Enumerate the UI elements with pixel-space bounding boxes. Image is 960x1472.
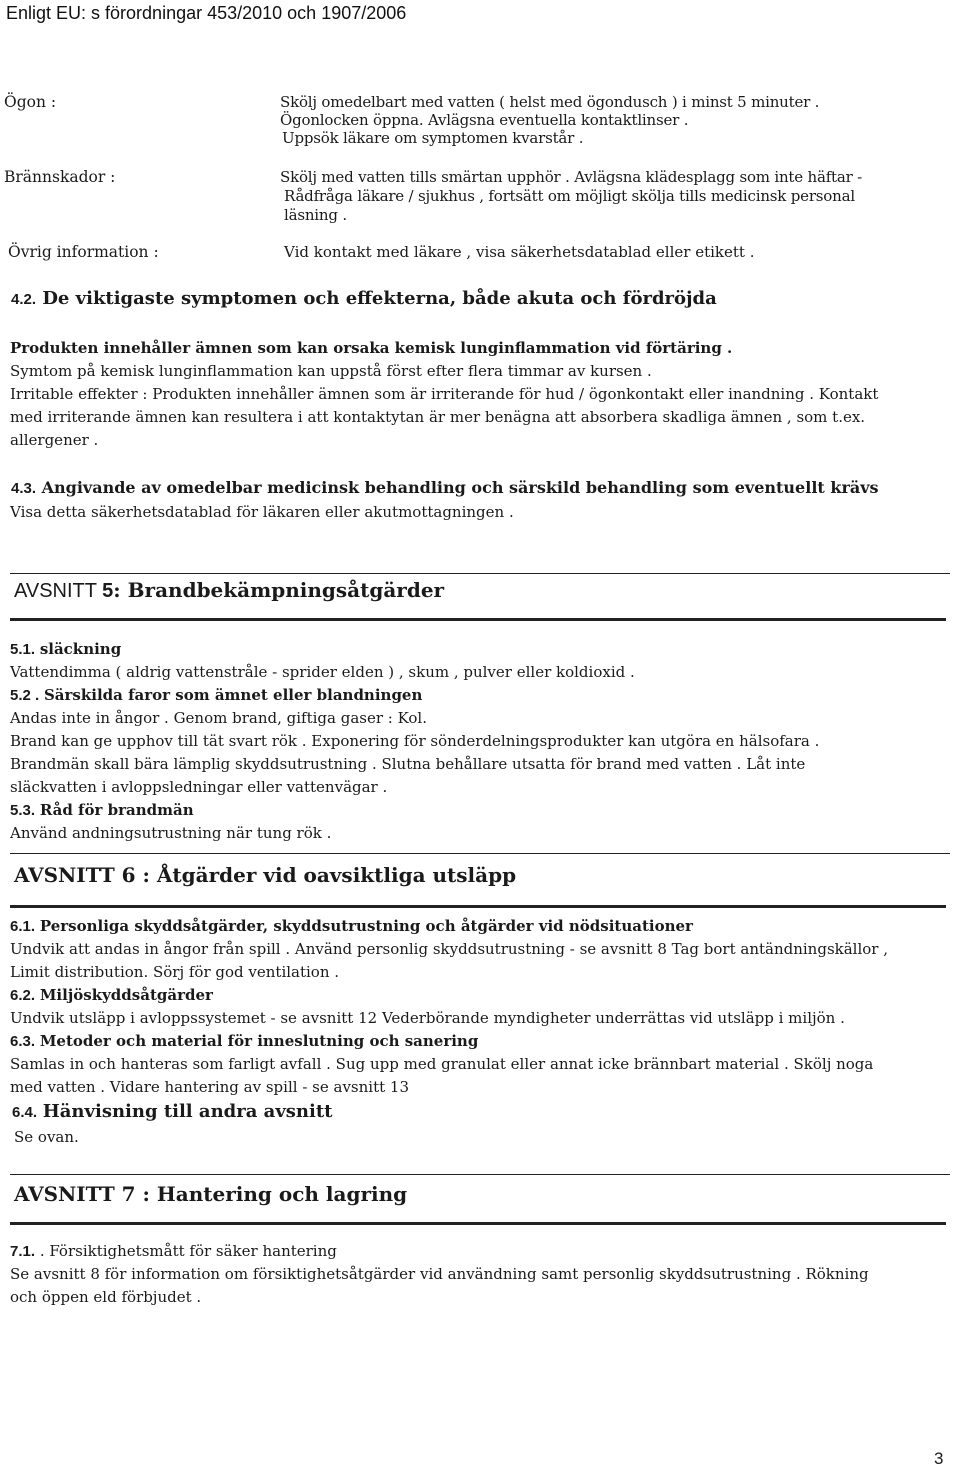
body-line: Brand kan ge upphov till tät svart rök . Exponering för sönderdelningsprodukter kan utgöra en hälsofara . bbox=[10, 732, 820, 750]
body-line: Undvik utsläpp i avloppssystemet - se avsnitt 12 Vederbörande myndigheter underrättas vid utsläpp i miljön . bbox=[10, 1009, 845, 1027]
section-4-3-body: Visa detta säkerhetsdatablad för läkaren eller akutmottagningen . bbox=[10, 503, 514, 521]
body-line: Undvik att andas in ångor från spill . Använd personlig skyddsutrustning - se avsnitt 8 Tag bort antändningskällor , bbox=[10, 940, 889, 958]
body-line: Se ovan. bbox=[14, 1128, 79, 1146]
subheading-text: Råd för brandmän bbox=[39, 801, 194, 819]
body-line: och öppen eld förbjudet . bbox=[10, 1288, 202, 1306]
subheading-text: . Försiktighetsmått för säker hantering bbox=[39, 1242, 337, 1260]
subheading-6-3 bbox=[10, 1030, 888, 1053]
page-number: 3 bbox=[934, 1449, 944, 1468]
section-4-2-body bbox=[10, 337, 878, 452]
section-title-text: : Brandbekämpningsåtgärder bbox=[113, 578, 445, 602]
heading-number: 4.2. bbox=[11, 291, 37, 308]
section-number: 5 bbox=[102, 580, 114, 602]
section-7-body bbox=[10, 1240, 869, 1309]
body-line: Använd andningsutrustning när tung rök . bbox=[10, 824, 332, 842]
eyes-label: Ögon : bbox=[4, 93, 57, 111]
body-line: Andas inte in ångor . Genom brand, giftiga gaser : Kol. bbox=[10, 709, 427, 727]
subheading-text: Hänvisning till andra avsnitt bbox=[42, 1101, 333, 1122]
body-line: Samlas in och hanteras som farligt avfall . Sug upp med granulat eller annat icke brännbart material . Skölj noga bbox=[10, 1055, 874, 1073]
section-6-title: AVSNITT 6 : Åtgärder vid oavsiktliga utsläpp bbox=[14, 863, 517, 887]
section-underline bbox=[10, 1222, 946, 1225]
section-divider bbox=[10, 1174, 950, 1175]
subheading-5-3 bbox=[10, 799, 819, 822]
other-info-label: Övrig information : bbox=[8, 243, 159, 261]
subheading-number: 6.3. bbox=[10, 1033, 36, 1050]
section-7-title: AVSNITT 7 : Hantering och lagring bbox=[14, 1182, 408, 1206]
heading-text: Angivande av omedelbar medicinsk behandling och särskild behandling som eventuellt krävs bbox=[41, 478, 879, 497]
section-underline bbox=[10, 618, 946, 621]
subheading-5-1 bbox=[10, 638, 819, 661]
eyes-line: Ögonlocken öppna. Avlägsna eventuella kontaktlinser . bbox=[280, 111, 689, 129]
burns-line: läsning . bbox=[284, 206, 347, 224]
heading-4-3 bbox=[11, 478, 879, 497]
burns-label: Brännskador : bbox=[4, 168, 116, 186]
subheading-text: Miljöskyddsåtgärder bbox=[39, 986, 213, 1004]
body-line: med vatten . Vidare hantering av spill - se avsnitt 13 bbox=[10, 1078, 409, 1096]
body-line: med irriterande ämnen kan resultera i att kontaktytan är mer benägna att absorbera skadliga ämnen , som t.ex. bbox=[10, 408, 866, 426]
section-underline bbox=[10, 905, 946, 908]
subheading-7-1 bbox=[10, 1240, 869, 1263]
heading-number: 4.3. bbox=[11, 480, 37, 497]
subheading-6-1 bbox=[10, 915, 888, 938]
eyes-text bbox=[280, 93, 819, 147]
body-line: släckvatten i avloppsledningar eller vattenvägar . bbox=[10, 778, 388, 796]
heading-text: De viktigaste symptomen och effekterna, både akuta och fördröjda bbox=[42, 288, 717, 309]
subheading-number: 6.4. bbox=[12, 1104, 38, 1121]
document-title: Enligt EU: s förordningar 453/2010 och 1907/2006 bbox=[6, 3, 407, 23]
body-line: allergener . bbox=[10, 431, 99, 449]
body-bold-line: Produkten innehåller ämnen som kan orsaka kemisk lunginflammation vid förtäring . bbox=[10, 339, 733, 357]
section-5-body bbox=[10, 638, 819, 845]
other-info-text: Vid kontakt med läkare , visa säkerhetsdatablad eller etikett . bbox=[284, 243, 755, 261]
subheading-text: Personliga skyddsåtgärder, skyddsutrustning och åtgärder vid nödsituationer bbox=[39, 917, 693, 935]
subheading-6-4 bbox=[12, 1099, 332, 1126]
subheading-5-2 bbox=[10, 684, 819, 707]
eyes-line: Skölj omedelbart med vatten ( helst med ögondusch ) i minst 5 minuter . bbox=[280, 93, 820, 111]
burns-line: Skölj med vatten tills smärtan upphör . Avlägsna klädesplagg som inte häftar - bbox=[280, 168, 863, 186]
subheading-number: 6.2. bbox=[10, 987, 36, 1004]
body-line: Brandmän skall bära lämplig skyddsutrustning . Slutna behållare utsatta för brand med vatten . Låt inte bbox=[10, 755, 806, 773]
subheading-number: 5.1. bbox=[10, 641, 36, 658]
section-divider bbox=[10, 853, 950, 854]
subheading-text: släckning bbox=[39, 640, 122, 658]
subheading-number: 5.2 . bbox=[10, 687, 40, 704]
body-line: Vattendimma ( aldrig vattenstråle - sprider elden ) , skum , pulver eller koldioxid . bbox=[10, 663, 635, 681]
subheading-6-2 bbox=[10, 984, 888, 1007]
section-prefix: AVSNITT bbox=[14, 580, 103, 602]
burns-text bbox=[280, 168, 862, 225]
subheading-number: 7.1. bbox=[10, 1243, 36, 1260]
section-divider bbox=[10, 573, 950, 574]
subheading-number: 5.3. bbox=[10, 802, 36, 819]
subheading-text: Särskilda faror som ämnet eller blandningen bbox=[43, 686, 423, 704]
body-line: Irritable effekter : Produkten innehåller ämnen som är irriterande för hud / ögonkontakt eller inandning . Kontakt bbox=[10, 385, 879, 403]
burns-line: Rådfråga läkare / sjukhus , fortsätt om möjligt skölja tills medicinsk personal bbox=[284, 187, 855, 205]
body-line: Se avsnitt 8 för information om försiktighetsåtgärder vid användning samt personlig skyddsutrustning . Rökning bbox=[10, 1265, 869, 1283]
subheading-number: 6.1. bbox=[10, 918, 36, 935]
body-line: Symtom på kemisk lunginflammation kan uppstå först efter flera timmar av kursen . bbox=[10, 362, 652, 380]
eyes-line: Uppsök läkare om symptomen kvarstår . bbox=[282, 129, 584, 147]
heading-4-2 bbox=[11, 288, 717, 309]
section-5-title bbox=[14, 576, 444, 605]
body-line: Limit distribution. Sörj för god ventilation . bbox=[10, 963, 340, 981]
section-6-body bbox=[10, 915, 888, 1099]
subheading-text: Metoder och material för inneslutning och sanering bbox=[39, 1032, 479, 1050]
